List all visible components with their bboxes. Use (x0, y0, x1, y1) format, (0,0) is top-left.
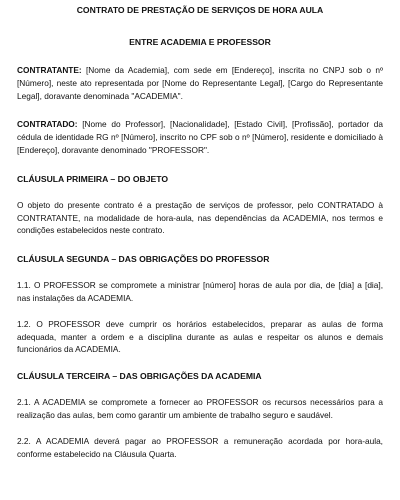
clausula-segunda-item-1: 1.1. O PROFESSOR se compromete a ministrar [número] horas de aula por dia, de [dia] a [dia], nas instalações da ACADEMIA. (17, 280, 383, 303)
document-subtitle: ENTRE ACADEMIA E PROFESSOR (129, 37, 271, 47)
clausula-primeira-heading: CLÁUSULA PRIMEIRA – DO OBJETO (17, 173, 169, 184)
clausula-terceira-item-1: 2.1. A ACADEMIA se compromete a fornecer ao PROFESSOR os recursos necessários para a realização das aulas, bem como garantir um ambiente de trabalho seguro e saudável. (17, 397, 383, 420)
clausula-terceira-item-2: 2.2. A ACADEMIA deverá pagar ao PROFESSOR a remuneração acordada por hora-aula, conforme estabelecido na Cláusula Quarta. (17, 435, 383, 459)
contratado-paragraph (17, 118, 383, 156)
contratante-paragraph (17, 64, 383, 102)
clausula-segunda-item-2: 1.2. O PROFESSOR deve cumprir os horários estabelecidos, preparar as aulas de forma adequada, manter a ordem e a disciplina durante as aulas e respeitar os alunos e demais funcionários da ACADEMIA. (17, 318, 383, 355)
contratante-text: [Nome da Academia], com sede em [Endereço], inscrita no CNPJ sob o nº [Número], neste ato representada por [Nome do Representante Legal], [Cargo do Representante Legal], doravante denominada "ACADEMIA". (17, 65, 383, 101)
clausula-primeira-text: O objeto do presente contrato é a prestação de serviços de professor, pelo CONTRATADO à CONTRATANTE, na modalidade de hora-aula, nas dependências da ACADEMIA, nos termos e condições estabelecidos neste contrato. (17, 199, 383, 236)
clausula-terceira-heading: CLÁUSULA TERCEIRA – DAS OBRIGAÇÕES DA ACADEMIA (17, 371, 262, 382)
document-title: CONTRATO DE PRESTAÇÃO DE SERVIÇOS DE HORA AULA (76, 5, 324, 15)
contratado-text: [Nome do Professor], [Nacionalidade], [Estado Civil], [Profissão], portador da cédula de identidade RG nº [Número], inscrito no CPF sob o nº [Número], residente e domiciliado à [Endereço], doravante denominado "PROFESSOR". (17, 119, 383, 155)
contratante-label: CONTRATANTE: (17, 65, 82, 75)
clausula-segunda-heading: CLÁUSULA SEGUNDA – DAS OBRIGAÇÕES DO PROFESSOR (17, 254, 270, 265)
contratado-label: CONTRATADO: (17, 119, 78, 130)
